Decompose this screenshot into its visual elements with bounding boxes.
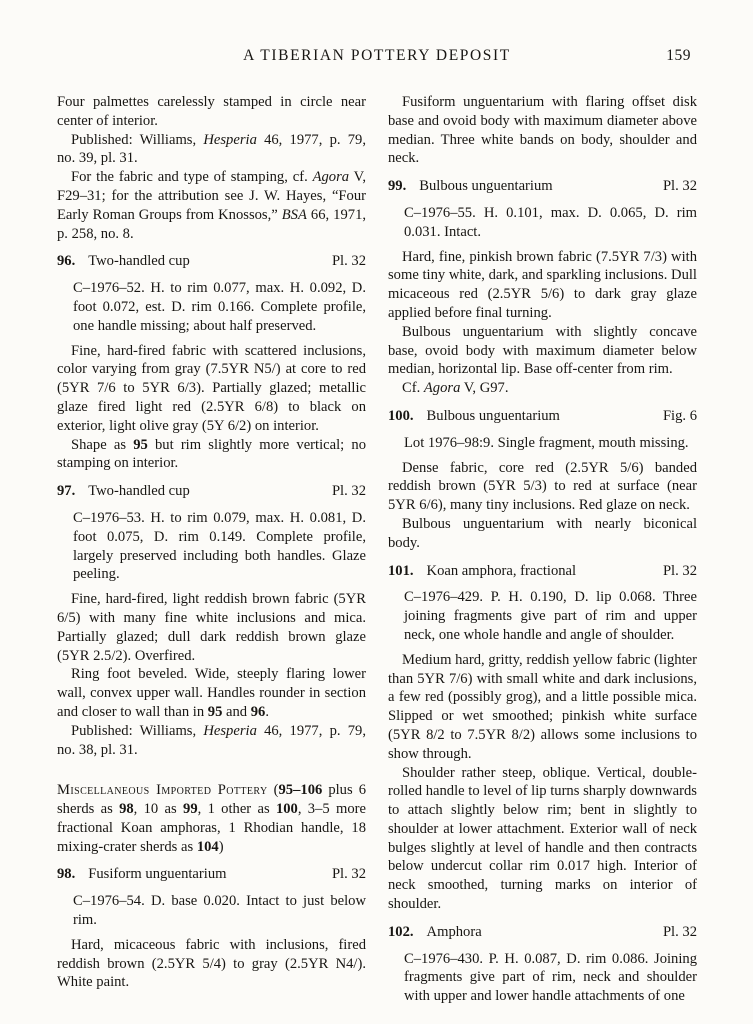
catalog-entry-title: Bulbous unguentarium bbox=[426, 407, 560, 424]
catalog-number: 97. bbox=[57, 483, 76, 500]
catalog-entry-heading bbox=[388, 407, 697, 426]
text-run: 95 bbox=[207, 703, 223, 720]
continuation-paragraph bbox=[57, 93, 366, 131]
text-run: Hard, micaceous fabric with inclusions, fired reddish brown (2.5YR 5/4) to gray (2.5YR N4/). White paint. bbox=[57, 936, 366, 991]
text-run: ( bbox=[267, 782, 279, 799]
text-run: C–1976–54. D. base 0.020. Intact to just below rim. bbox=[73, 893, 366, 929]
text-run: Lot 1976–98:9. Single fragment, mouth missing. bbox=[404, 434, 689, 451]
plate-figure-reference: Pl. 32 bbox=[662, 923, 697, 940]
plate-figure-reference: Pl. 32 bbox=[331, 483, 366, 500]
catalog-number: 98. bbox=[57, 866, 76, 883]
catalog-number: 96. bbox=[57, 253, 76, 270]
text-run: C–1976–55. H. 0.101, max. D. 0.065, D. rim 0.031. Intact. bbox=[404, 204, 697, 240]
body-paragraph bbox=[57, 436, 366, 474]
measurements-paragraph bbox=[388, 434, 697, 453]
text-run: C–1976–52. H. to rim 0.077, max. H. 0.092, D. foot 0.072, est. D. rim 0.166. Complete profile, one handle missing; about half preserved. bbox=[73, 280, 366, 334]
catalog-entry-heading bbox=[388, 177, 697, 196]
text-run: C–1976–430. P. H. 0.087, D. rim 0.086. Joining fragments give part of rim, neck and shoulder with upper and lower handle attachments of one bbox=[404, 950, 697, 1005]
body-paragraph bbox=[388, 764, 697, 914]
body-paragraph bbox=[57, 342, 366, 436]
measurements-paragraph bbox=[57, 279, 366, 335]
body-paragraph bbox=[388, 651, 697, 764]
text-run: Fine, hard-fired fabric with scattered inclusions, color varying from gray (7.5YR N5/) at core to red (5YR 7/6 to 5YR 6/3). Partially glazed; metallic glaze fired light red (2.5YR 6/8) to black on exterior, light olive gray (5Y 6/2) on interior. bbox=[57, 342, 366, 434]
section-heading bbox=[57, 781, 366, 856]
catalog-entry-title: Koan amphora, fractional bbox=[426, 562, 577, 579]
catalog-entry-title: Two-handled cup bbox=[88, 483, 190, 500]
catalog-entry-title: Amphora bbox=[426, 923, 482, 940]
catalog-entry-heading bbox=[57, 482, 366, 501]
text-run: , 1 other as bbox=[197, 801, 276, 818]
text-run: Bulbous unguentarium with slightly concave base, ovoid body with maximum diameter below median, horizontal lip. Base off-center from rim. bbox=[388, 323, 697, 378]
plate-figure-reference: Pl. 32 bbox=[662, 178, 697, 195]
text-run: ) bbox=[218, 838, 224, 855]
catalog-entry-title: Two-handled cup bbox=[88, 253, 190, 270]
text-run: C–1976–53. H. to rim 0.079, max. H. 0.081, D. foot 0.075, D. rim 0.149. Complete profile, largely preserved including both handles. Glaze peeling. bbox=[73, 509, 366, 583]
plate-figure-reference: Pl. 32 bbox=[331, 866, 366, 883]
catalog-number: 99. bbox=[388, 178, 407, 195]
body-paragraph bbox=[57, 665, 366, 721]
body-paragraph bbox=[388, 459, 697, 515]
text-run: For the fabric and type of stamping, cf. bbox=[71, 169, 313, 186]
text-run: Hesperia bbox=[203, 131, 257, 148]
text-run: Dense fabric, core red (2.5YR 5/6) banded reddish brown (5YR 5/3) to red at surface (near 5YR 6/6), many tiny inclusions. Red glaze on neck. bbox=[388, 459, 697, 514]
text-run: 104 bbox=[196, 838, 219, 855]
catalog-number: 102. bbox=[388, 923, 414, 940]
text-run: 66, 1971, p. 258, no. 8. bbox=[57, 206, 367, 242]
body-paragraph bbox=[57, 590, 366, 665]
catalog-entry-heading bbox=[57, 252, 366, 271]
text-run: . bbox=[265, 703, 269, 720]
right-column bbox=[388, 93, 697, 1012]
page-header bbox=[57, 47, 697, 67]
text-run: Hard, fine, pinkish brown fabric (7.5YR 7/3) with some tiny white, dark, and sparkling inclusions. Dull micaceous red (2.5YR 5/6) to dark gray glaze applied before final turning. bbox=[388, 248, 697, 321]
catalog-entry-heading bbox=[57, 865, 366, 884]
catalog-entry-heading bbox=[388, 562, 697, 581]
text-run: Bulbous unguentarium with nearly biconical body. bbox=[388, 515, 697, 551]
text-run: C–1976–429. P. H. 0.190, D. lip 0.068. Three joining fragments give part of rim and upper neck, one whole handle and angle of shoulder. bbox=[404, 589, 697, 643]
catalog-entry-heading bbox=[388, 923, 697, 942]
text-run: 96 bbox=[250, 703, 266, 720]
text-run: plus 6 sherds as bbox=[57, 782, 367, 818]
text-run: and bbox=[222, 703, 251, 720]
measurements-paragraph bbox=[388, 588, 697, 644]
text-run: Published: Williams, bbox=[71, 131, 204, 148]
text-run: Agora bbox=[423, 380, 461, 397]
measurements-paragraph bbox=[57, 892, 366, 930]
text-run: Four palmettes carelessly stamped in circle near center of interior. bbox=[57, 94, 366, 129]
text-run: , 10 as bbox=[133, 801, 184, 818]
body-paragraph bbox=[57, 722, 366, 760]
left-column bbox=[57, 93, 366, 1012]
text-run: Hesperia bbox=[203, 722, 257, 739]
text-run: 99 bbox=[183, 801, 198, 818]
body-paragraph bbox=[388, 93, 697, 168]
text-run: 46, 1977, p. 79, no. 38, pl. 31. bbox=[57, 722, 366, 758]
text-run: 95 bbox=[133, 436, 148, 453]
body-paragraph bbox=[57, 131, 366, 169]
plate-figure-reference: Pl. 32 bbox=[662, 562, 697, 579]
text-run: 46, 1977, p. 79, no. 39, pl. 31. bbox=[57, 131, 366, 167]
page-number: 159 bbox=[666, 47, 691, 64]
body-paragraph bbox=[388, 379, 697, 398]
text-run: V, F29–31; for the attribution see J. W. Hayes, “Four Early Roman Groups from Knossos,” bbox=[57, 169, 366, 223]
text-run: Shoulder rather steep, oblique. Vertical, double-rolled handle to level of lip turns sharply downwards to attach slightly below rim; bent in slightly to shoulder at lower attachment. Exterior wall of neck bulges slightly at level of handle and then contracts below undercut collar rim 0.017 high. Interior of neck smoothed, turning marks on interior of shoulder. bbox=[388, 764, 697, 913]
plate-figure-reference: Fig. 6 bbox=[662, 407, 697, 424]
text-run: Fine, hard-fired, light reddish brown fabric (5YR 6/5) with many fine white inclusions and mica. Partially glazed; dull dark reddish brown glaze (5YR 2.5/2). Overfired. bbox=[57, 591, 366, 664]
text-run: 100 bbox=[275, 801, 298, 818]
text-run: Medium hard, gritty, reddish yellow fabric (lighter than 5YR 7/6) with small white and dark inclusions, a few red (possibly grog), and a little possible mica. Slipped or wet smoothed; pinkish white surface (5YR 8/2 to 7.5YR 8/2) allows some inclusions to show through. bbox=[388, 651, 697, 762]
text-run: 95–106 bbox=[278, 782, 323, 799]
text-run: 98 bbox=[119, 801, 134, 818]
body-paragraph bbox=[388, 323, 697, 379]
text-run: but rim slightly more vertical; no stamping on interior. bbox=[57, 436, 366, 472]
text-run: Miscellaneous Imported Pottery bbox=[57, 782, 268, 799]
text-run: Fusiform unguentarium with flaring offset disk base and ovoid body with maximum diameter above median. Three white bands on body, shoulder and neck. bbox=[388, 94, 697, 167]
catalog-entry-title: Bulbous unguentarium bbox=[419, 178, 553, 195]
running-title: A TIBERIAN POTTERY DEPOSIT bbox=[243, 47, 511, 64]
text-run: Published: Williams, bbox=[71, 722, 204, 739]
catalog-entry-title: Fusiform unguentarium bbox=[88, 866, 227, 883]
measurements-paragraph bbox=[57, 509, 366, 584]
text-run: BSA bbox=[281, 206, 307, 223]
catalog-number: 100. bbox=[388, 407, 414, 424]
measurements-paragraph bbox=[388, 204, 697, 242]
two-column-text-body bbox=[57, 93, 697, 1012]
body-paragraph bbox=[57, 936, 366, 992]
body-paragraph bbox=[57, 168, 366, 243]
catalog-number: 101. bbox=[388, 562, 414, 579]
text-run: Ring foot beveled. Wide, steeply flaring lower wall, convex upper wall. Handles rounder in section and closer to wall than in bbox=[57, 666, 366, 720]
body-paragraph bbox=[388, 248, 697, 323]
text-run: V, G97. bbox=[460, 380, 509, 397]
text-run: Agora bbox=[312, 169, 350, 186]
plate-figure-reference: Pl. 32 bbox=[331, 253, 366, 270]
text-run: Cf. bbox=[402, 380, 424, 397]
measurements-paragraph bbox=[388, 950, 697, 1006]
text-run: , 3–5 more fractional Koan amphoras, 1 Rhodian handle, 18 mixing-crater sherds as bbox=[57, 801, 366, 855]
body-paragraph bbox=[388, 515, 697, 553]
text-run: Shape as bbox=[71, 436, 134, 453]
